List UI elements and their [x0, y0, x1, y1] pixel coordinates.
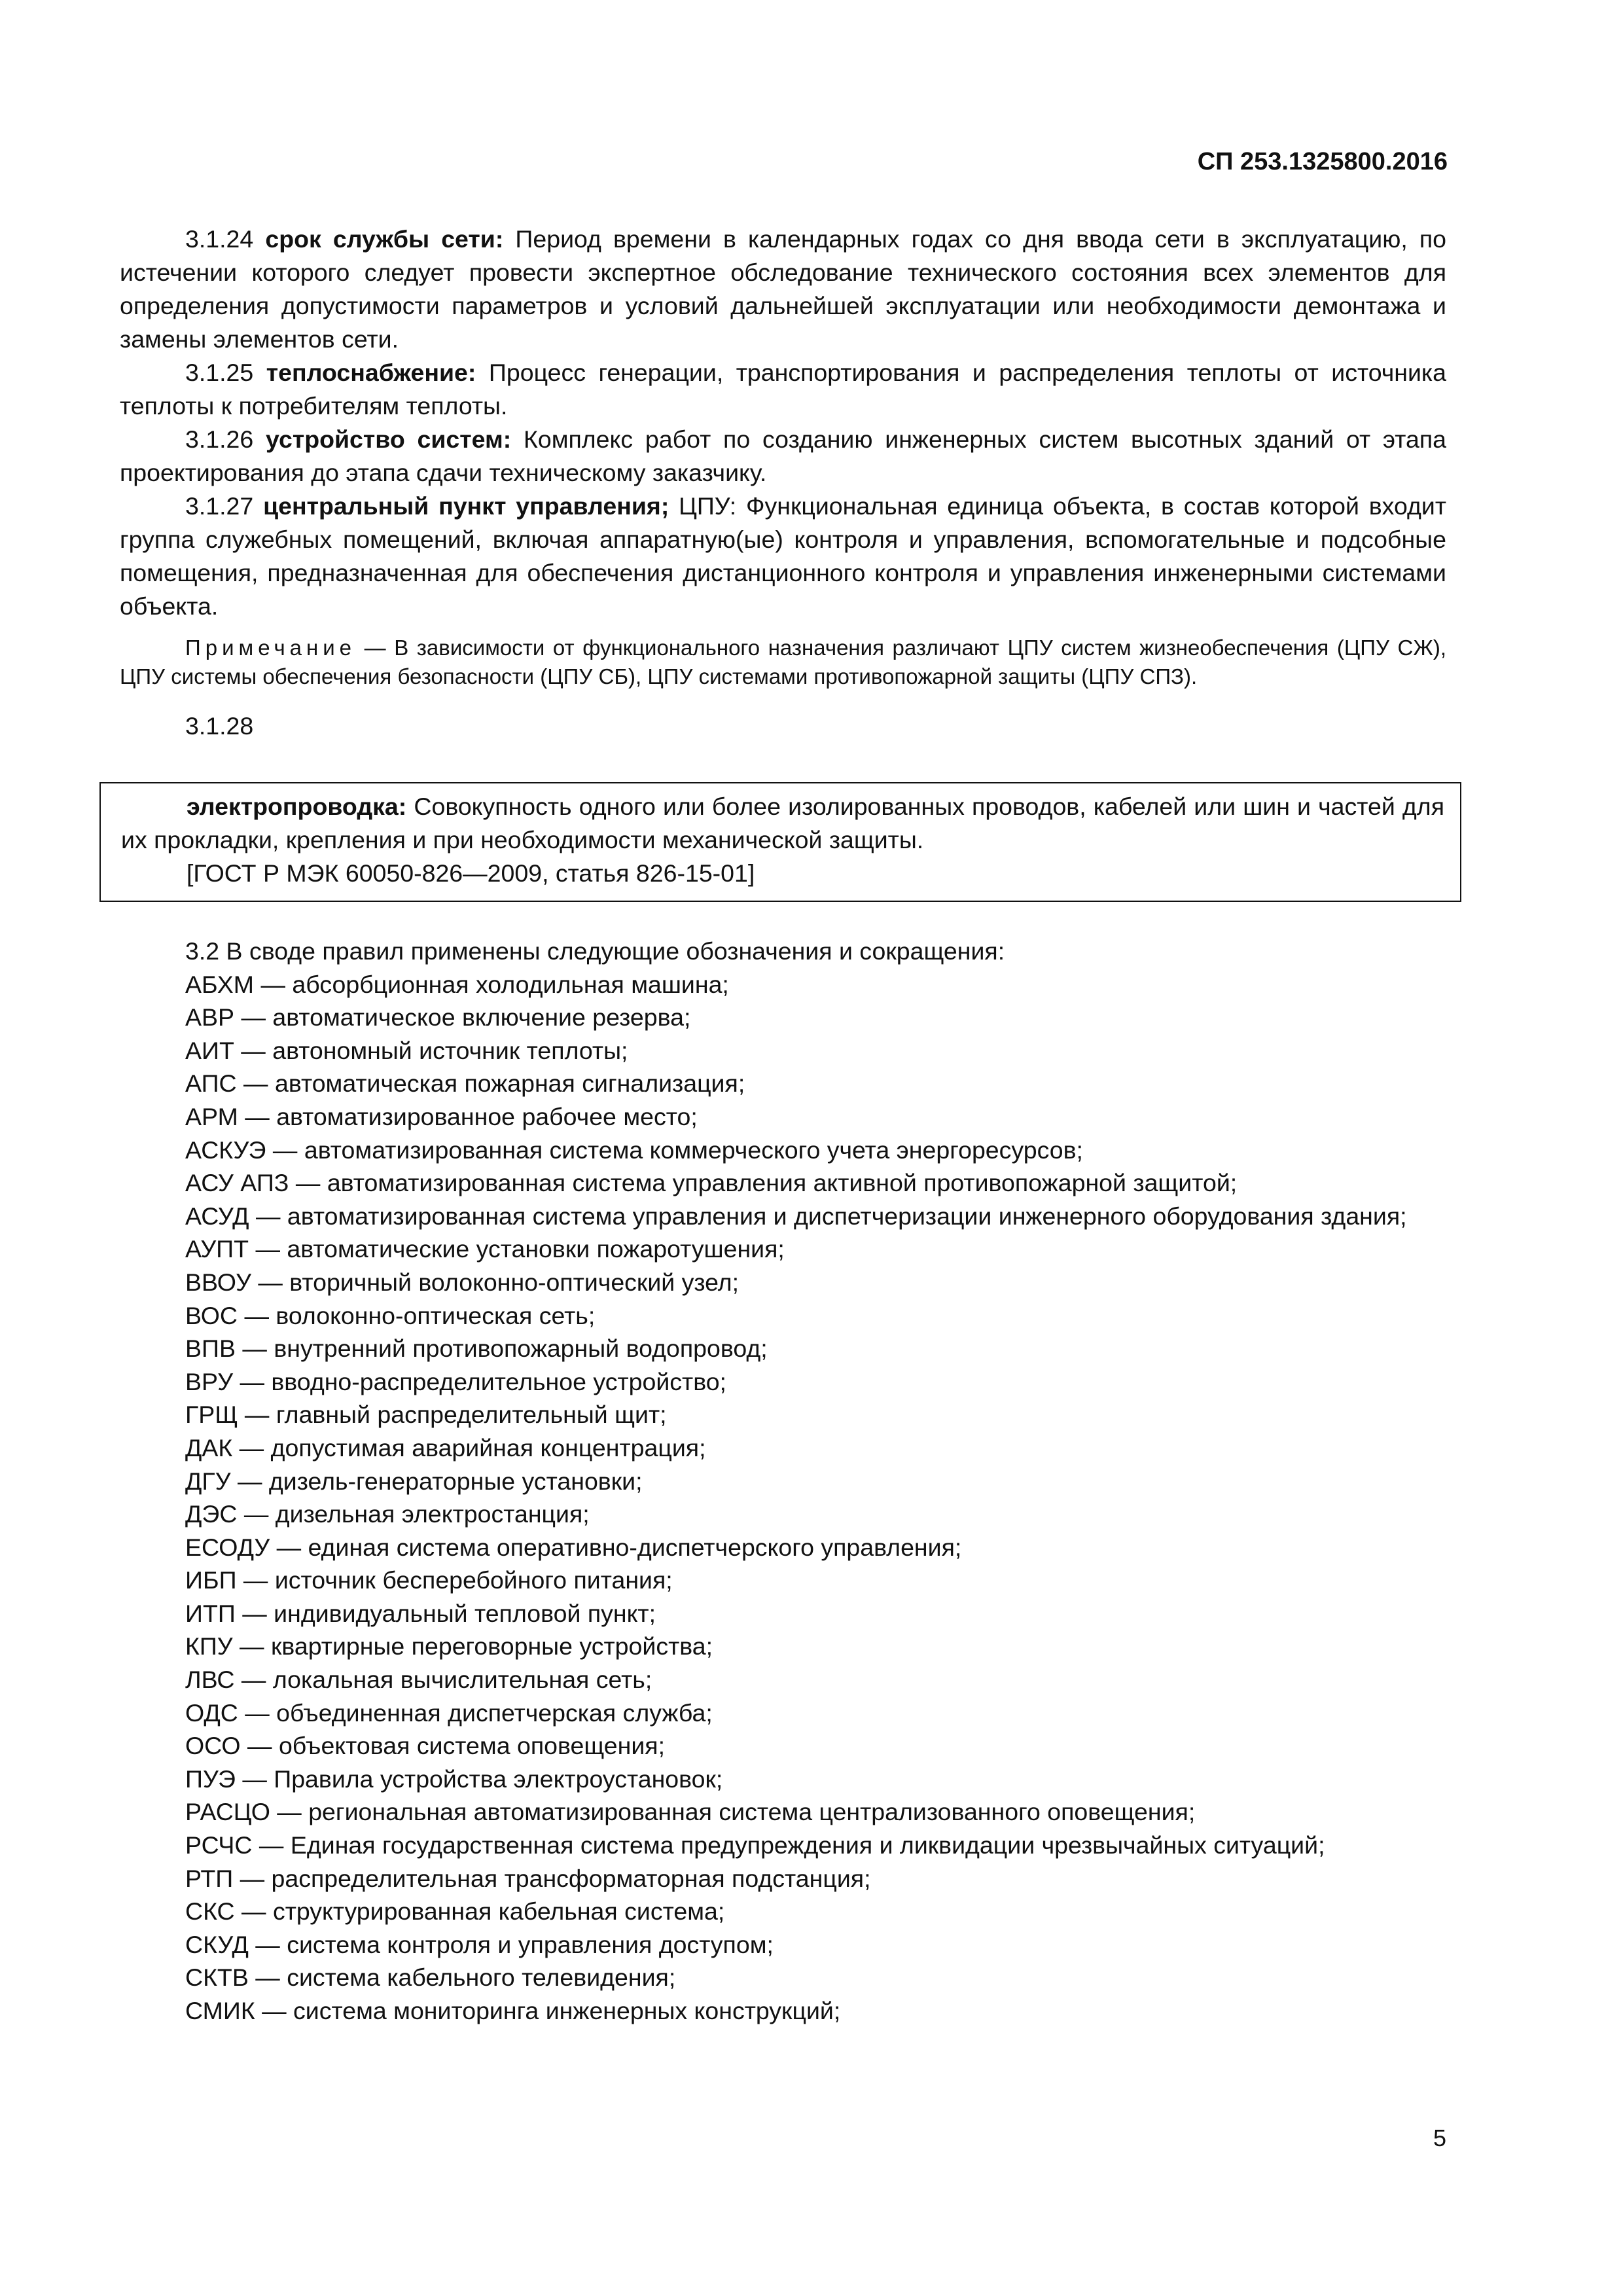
abbreviation-term: ИБП — [185, 1566, 237, 1594]
abbreviation-term: АСУ АПЗ — [185, 1169, 289, 1197]
abbreviations-list — [120, 968, 1446, 2028]
abbreviation-meaning: региональная автоматизированная система централизованного оповещения; — [308, 1798, 1196, 1826]
definition-number: 3.1.26 — [185, 425, 254, 453]
abbreviation-item — [120, 1663, 1446, 1696]
abbreviation-dash: — — [230, 1467, 269, 1495]
abbreviation-term: АВР — [185, 1003, 235, 1031]
abbreviation-term: ДЭС — [185, 1500, 238, 1528]
abbreviation-dash: — — [232, 1632, 271, 1660]
abbreviation-dash: — — [249, 1235, 287, 1263]
abbreviation-meaning: система мониторинга инженерных конструкций; — [293, 1997, 841, 2024]
abbreviation-dash: — — [238, 1301, 276, 1329]
abbreviation-term: СКУД — [185, 1930, 249, 1958]
abbreviation-term: АБХМ — [185, 970, 255, 998]
abbreviation-term: ОДС — [185, 1698, 238, 1727]
abbreviation-meaning: объектовая система оповещения; — [278, 1732, 666, 1760]
abbreviation-item — [120, 1001, 1446, 1034]
abbreviation-dash: — — [252, 1831, 291, 1859]
boxed-definition-body — [121, 790, 1444, 857]
abbreviation-term: СМИК — [185, 1997, 255, 2024]
definition-term: центральный пункт управления; — [263, 492, 669, 520]
abbreviation-meaning: система контроля и управления доступом; — [287, 1930, 774, 1958]
abbreviation-term: ВОС — [185, 1301, 238, 1329]
abbreviation-meaning: Правила устройства электроустановок; — [274, 1765, 723, 1793]
abbreviation-dash: — — [233, 1864, 272, 1892]
standard-reference: [ГОСТ Р МЭК 60050-826—2009, статья 826-15-01] — [187, 859, 755, 887]
definition-number: 3.1.27 — [185, 492, 254, 520]
abbreviation-dash: — — [240, 1732, 279, 1760]
abbreviation-item — [120, 1266, 1446, 1299]
abbreviation-item — [120, 1431, 1446, 1465]
abbreviation-dash: — — [234, 1003, 273, 1031]
abbreviation-item — [120, 1332, 1446, 1365]
abbreviation-meaning: квартирные переговорные устройства; — [270, 1632, 713, 1660]
abbreviation-term: ВВОУ — [185, 1268, 251, 1296]
abbreviation-item — [120, 1763, 1446, 1796]
definition-term: электропроводка: — [187, 793, 407, 820]
abbreviation-meaning: автоматические установки пожаротушения; — [287, 1235, 785, 1263]
abbreviation-dash: — — [270, 1798, 309, 1826]
abbreviation-item — [120, 1961, 1446, 1994]
abbreviation-dash: — — [235, 1765, 274, 1793]
definition-text: Период времени в календарных годах со дня ввода сети в эксплуатацию, по истечении которого следует провести экспертное обследование технического состояния всех элементов для определения допустимости параметров и условий дальнейшей эксплуатации или необходимости демонтажа и замены элементов сети. — [120, 225, 1446, 353]
abbreviation-item — [120, 1067, 1446, 1100]
abbreviation-dash: — — [234, 1666, 273, 1694]
abbreviation-dash: — — [248, 1930, 287, 1958]
abbreviation-meaning: автономный источник теплоты; — [272, 1036, 628, 1064]
abbreviation-dash: — — [238, 1698, 277, 1727]
definition-3-1-27 — [120, 490, 1446, 623]
definition-3-1-24 — [120, 223, 1446, 356]
abbreviation-term: ИТП — [185, 1599, 236, 1627]
abbreviation-dash: — — [232, 1433, 271, 1462]
abbreviation-dash: — — [236, 1566, 275, 1594]
definition-term: устройство систем: — [266, 425, 512, 453]
abbreviation-dash: — — [233, 1367, 272, 1395]
definition-term: срок службы сети: — [265, 225, 504, 253]
abbreviation-meaning: Единая государственная система предупреждения и ликвидации чрезвычайных ситуаций; — [290, 1831, 1325, 1859]
abbreviation-item — [120, 1597, 1446, 1630]
abbreviation-meaning: вторичный волоконно-оптический узел; — [289, 1268, 740, 1296]
abbreviation-term: ДАК — [185, 1433, 233, 1462]
abbreviation-term: ГРЩ — [185, 1401, 238, 1429]
abbreviation-meaning: автоматическое включение резерва; — [272, 1003, 691, 1031]
page-number: 5 — [1433, 2125, 1446, 2151]
abbreviation-item — [120, 1862, 1446, 1895]
abbreviation-item — [120, 1928, 1446, 1962]
abbreviation-term: ЕСОДУ — [185, 1533, 270, 1561]
abbreviation-term: СКТВ — [185, 1964, 249, 1992]
abbreviation-meaning: вводно-распределительное устройство; — [271, 1367, 726, 1395]
abbreviation-term: АИТ — [185, 1036, 234, 1064]
abbreviation-term: АРМ — [185, 1102, 238, 1130]
abbreviation-meaning: автоматизированная система коммерческого учета энергоресурсов; — [304, 1136, 1083, 1164]
abbreviation-item — [120, 1100, 1446, 1134]
abbreviation-meaning: индивидуальный тепловой пункт; — [274, 1599, 656, 1627]
abbreviation-item — [120, 1564, 1446, 1597]
abbreviation-meaning: автоматизированное рабочее место; — [276, 1102, 698, 1130]
definition-3-1-28-number: 3.1.28 — [185, 712, 254, 740]
abbreviation-term: АУПТ — [185, 1235, 249, 1263]
abbreviation-meaning: распределительная трансформаторная подстанция; — [271, 1864, 871, 1892]
abbreviation-term: РСЧС — [185, 1831, 253, 1859]
abbreviation-dash: — — [238, 1102, 277, 1130]
abbreviation-dash: — — [270, 1533, 308, 1561]
definition-text: ЦПУ: Функциональная единица объекта, в состав которой входит группа служебных помещений, включая аппаратную(ые) контроля и управления, вспомогательные и подсобные помещения, предназначенная для обеспечения дистанционного контроля и управления инженерными системами объекта. — [120, 492, 1446, 620]
abbreviation-dash: — — [236, 1069, 275, 1098]
abbreviation-meaning: главный распределительный щит; — [276, 1401, 667, 1429]
abbreviation-meaning: дизельная электростанция; — [275, 1500, 590, 1528]
abbreviation-meaning: автоматизированная система управления и диспетчеризации инженерного оборудования здания; — [287, 1202, 1407, 1230]
abbreviation-meaning: локальная вычислительная сеть; — [272, 1666, 652, 1694]
definition-term: теплоснабжение: — [266, 359, 476, 386]
abbreviation-meaning: структурированная кабельная система; — [272, 1897, 725, 1926]
abbreviation-dash: — — [235, 1335, 274, 1363]
abbreviations-intro: 3.2 В своде правил применены следующие обозначения и сокращения: — [185, 937, 1005, 965]
abbreviation-dash: — — [237, 1500, 276, 1528]
abbreviation-item — [120, 1232, 1446, 1266]
abbreviation-term: АСКУЭ — [185, 1136, 266, 1164]
definition-number: 3.1.25 — [185, 359, 254, 386]
abbreviation-term: КПУ — [185, 1632, 233, 1660]
abbreviation-term: ПУЭ — [185, 1765, 236, 1793]
abbreviation-dash: — — [289, 1169, 327, 1197]
abbreviation-meaning: объединенная диспетчерская служба; — [276, 1698, 713, 1727]
abbreviation-dash: — — [248, 1964, 287, 1992]
abbreviation-meaning: дизель-генераторные установки; — [268, 1467, 643, 1495]
abbreviation-dash: — — [255, 1997, 294, 2024]
definitions-section — [120, 223, 1446, 743]
abbreviation-meaning: автоматизированная система управления активной противопожарной защитой; — [327, 1169, 1238, 1197]
abbreviation-term: СКС — [185, 1897, 235, 1926]
abbreviation-item — [120, 1166, 1446, 1200]
abbreviation-item — [120, 1829, 1446, 1862]
abbreviation-meaning: автоматическая пожарная сигнализация; — [274, 1069, 745, 1098]
abbreviation-dash: — — [234, 1036, 273, 1064]
definition-number: 3.1.24 — [185, 225, 254, 253]
abbreviation-meaning: абсорбционная холодильная машина; — [292, 970, 729, 998]
abbreviation-dash: — — [234, 1897, 273, 1926]
abbreviation-item — [120, 1398, 1446, 1431]
abbreviation-meaning: допустимая аварийная концентрация; — [270, 1433, 706, 1462]
abbreviation-item — [120, 1696, 1446, 1730]
abbreviation-item — [120, 1895, 1446, 1928]
abbreviation-item — [120, 1365, 1446, 1399]
abbreviation-item — [120, 968, 1446, 1001]
abbreviation-term: АПС — [185, 1069, 237, 1098]
abbreviation-item — [120, 1729, 1446, 1763]
abbreviation-dash: — — [235, 1599, 274, 1627]
definition-3-1-25 — [120, 356, 1446, 423]
abbreviation-dash: — — [238, 1401, 276, 1429]
abbreviation-meaning: система кабельного телевидения; — [287, 1964, 676, 1992]
definition-text: Совокупность одного или более изолированных проводов, кабелей или шин и частей для их прокладки, крепления и при необходимости механической защиты. — [121, 793, 1444, 853]
abbreviation-meaning: волоконно-оптическая сеть; — [276, 1301, 596, 1329]
abbreviation-dash: — — [266, 1136, 304, 1164]
abbreviation-term: РАСЦО — [185, 1798, 270, 1826]
abbreviation-dash: — — [254, 970, 293, 998]
abbreviation-term: ОСО — [185, 1732, 241, 1760]
definition-3-1-26 — [120, 423, 1446, 490]
abbreviation-item — [120, 1531, 1446, 1564]
note-text: — В зависимости от функционального назначения различают ЦПУ систем жизнеобеспечения (ЦПУ СЖ), ЦПУ системы обеспечения безопасности (ЦПУ СБ), ЦПУ системами противопожарной защиты (ЦПУ СПЗ). — [120, 636, 1446, 689]
abbreviation-meaning: единая система оперативно-диспетчерского управления; — [308, 1533, 962, 1561]
abbreviation-meaning: источник бесперебойного питания; — [274, 1566, 673, 1594]
abbreviation-item — [120, 1034, 1446, 1067]
abbreviation-item — [120, 1795, 1446, 1829]
document-code: СП 253.1325800.2016 — [1197, 148, 1448, 175]
abbreviation-term: ДГУ — [185, 1467, 231, 1495]
abbreviation-item — [120, 1465, 1446, 1498]
abbreviation-term: ВПВ — [185, 1335, 236, 1363]
abbreviation-term: АСУД — [185, 1202, 249, 1230]
boxed-definition — [99, 782, 1461, 902]
abbreviation-dash: — — [249, 1202, 287, 1230]
abbreviation-term: ВРУ — [185, 1367, 234, 1395]
definition-text: Процесс генерации, транспортирования и распределения теплоты от источника теплоты к потребителям теплоты. — [120, 359, 1447, 420]
abbreviation-item — [120, 1994, 1446, 2028]
abbreviation-item — [120, 1200, 1446, 1233]
abbreviation-item — [120, 1630, 1446, 1663]
abbreviation-dash: — — [251, 1268, 290, 1296]
note — [120, 634, 1446, 691]
definition-text: Комплекс работ по созданию инженерных систем высотных зданий от этапа проектирования до этапа сдачи техническому заказчику. — [120, 425, 1447, 486]
abbreviation-item — [120, 1299, 1446, 1333]
abbreviation-term: РТП — [185, 1864, 234, 1892]
note-label: Примечание — [185, 636, 357, 660]
abbreviation-meaning: внутренний противопожарный водопровод; — [274, 1335, 768, 1363]
abbreviation-item — [120, 1134, 1446, 1167]
abbreviations-section — [120, 935, 1446, 2028]
abbreviation-item — [120, 1498, 1446, 1531]
abbreviation-term: ЛВС — [185, 1666, 235, 1694]
